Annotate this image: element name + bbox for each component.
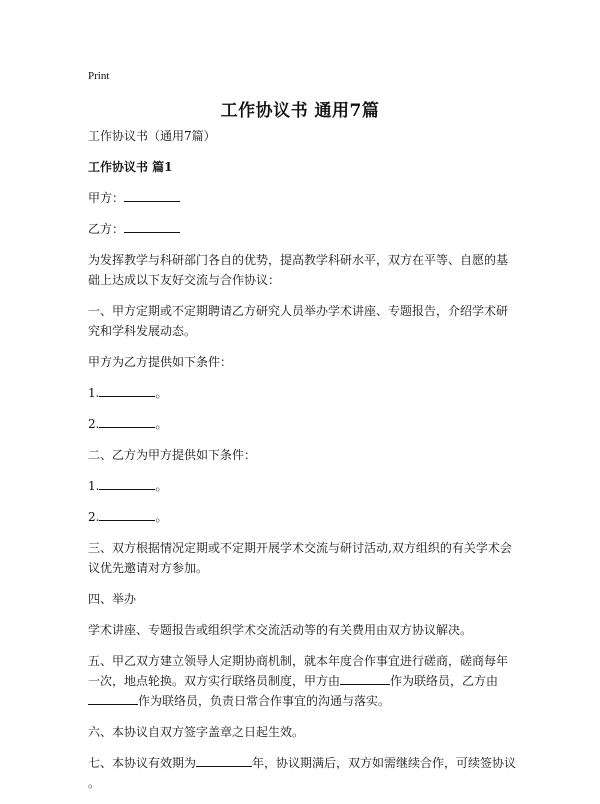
clause-1-item-1 xyxy=(88,383,518,403)
item-blank xyxy=(99,414,155,428)
item-blank xyxy=(99,476,155,490)
item-blank xyxy=(99,507,155,521)
clause-7-part-b: 年，协议期满后，双方如需继续合作，可续签协议 xyxy=(252,756,517,770)
clause-7-part-a: 七、本协议有效期为 xyxy=(88,756,197,770)
clause-7 xyxy=(88,753,518,793)
item-number: 2. xyxy=(88,510,100,524)
clause-4: 四、举办 xyxy=(88,592,137,606)
item-end: 。 xyxy=(155,479,168,493)
item-end: 。 xyxy=(155,386,168,400)
party-b-label: 乙方： xyxy=(88,222,125,236)
clause-2-item-1 xyxy=(88,476,518,496)
clause-5 xyxy=(88,651,518,711)
section-heading: 工作协议书 篇1 xyxy=(88,160,173,174)
item-number: 1. xyxy=(88,479,100,493)
item-number: 1. xyxy=(88,386,100,400)
liaison-b-blank xyxy=(88,691,138,705)
item-end: 。 xyxy=(155,510,168,524)
clause-4-body: 学术讲座、专题报告或组织学术交流活动等的有关费用由双方协议解决。 xyxy=(88,623,473,637)
intro-paragraph: 为发挥教学与科研部门各自的优势，提高教学科研水平，双方在平等、自愿的基础上达成以下友好交流与合作协议： xyxy=(88,253,509,287)
clause-6: 六、本协议自双方签字盖章之日起生效。 xyxy=(88,725,305,739)
item-end: 。 xyxy=(155,417,168,431)
item-blank xyxy=(99,383,155,397)
party-a-blank xyxy=(124,188,180,202)
clause-1-item-2 xyxy=(88,414,518,434)
party-a-label: 甲方： xyxy=(88,191,125,205)
item-number: 2. xyxy=(88,417,100,431)
clause-2-item-2 xyxy=(88,507,518,527)
clause-5-part-c: 作为联络员，负责日常合作事宜的沟通与落实。 xyxy=(138,694,391,708)
document-title: 工作协议书 通用7篇 xyxy=(220,101,380,121)
clause-2: 二、乙方为甲方提供如下条件： xyxy=(88,448,257,462)
clause-7-end: 。 xyxy=(88,776,101,790)
subtitle: 工作协议书（通用7篇） xyxy=(88,129,216,143)
clause-1-sub: 甲方为乙方提供如下条件： xyxy=(88,355,233,369)
clause-5-part-a: 五、甲乙双方建立领导人定期协商机制，就本年度合作事宜进行磋商，磋商每年一次，地点轮换。双方实行联络员制度，甲方由 xyxy=(88,654,509,688)
clause-5-part-b: 作为联络员，乙方由 xyxy=(390,674,499,688)
party-b-line xyxy=(88,219,518,239)
party-a-line xyxy=(88,188,518,208)
liaison-a-blank xyxy=(340,671,390,685)
document-body xyxy=(88,126,518,804)
print-label[interactable]: Print xyxy=(88,70,110,82)
party-b-blank xyxy=(124,219,180,233)
term-years-blank xyxy=(196,753,252,767)
clause-1: 一、甲方定期或不定期聘请乙方研究人员举办学术讲座、专题报告，介绍学术研究和学科发展动态。 xyxy=(88,304,509,338)
clause-3: 三、双方根据情况定期或不定期开展学术交流与研讨活动,双方组织的有关学术会议优先邀请对方参加。 xyxy=(88,541,512,575)
